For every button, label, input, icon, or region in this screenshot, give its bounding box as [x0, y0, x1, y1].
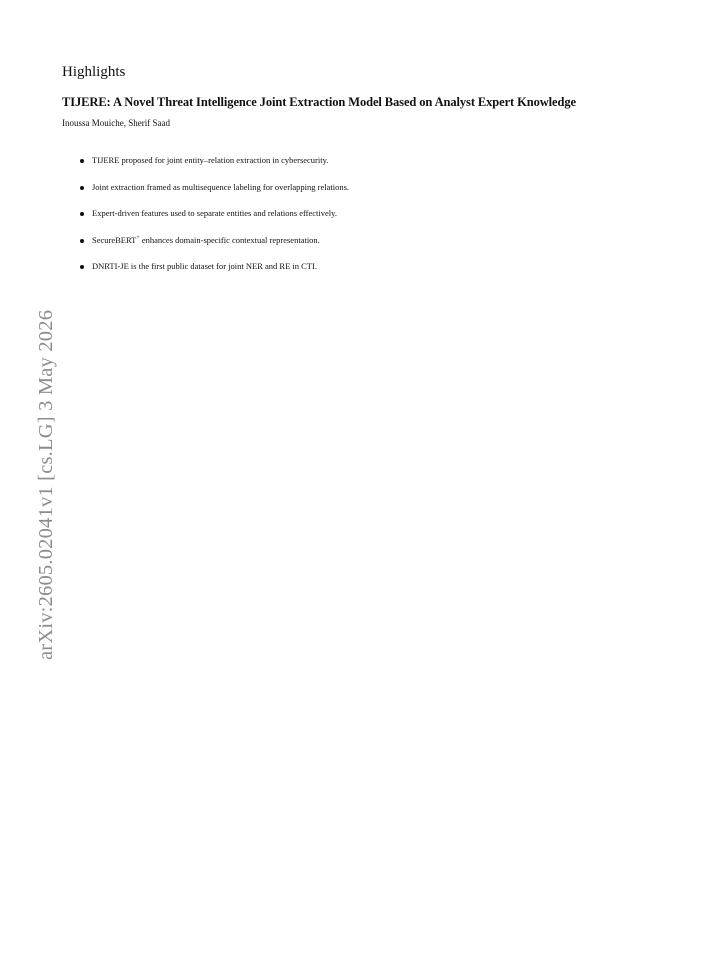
highlight-text: DNRTI-JE is the first public dataset for joint NER and RE in CTI. — [92, 261, 317, 271]
bullet-icon — [80, 212, 84, 216]
highlight-item — [78, 235, 349, 246]
superscript-plus: + — [136, 234, 140, 241]
highlight-item — [78, 208, 349, 219]
bullet-icon — [80, 159, 84, 163]
paper-title: TIJERE: A Novel Threat Intelligence Joint Extraction Model Based on Analyst Expert Knowledge — [62, 95, 576, 109]
highlight-item — [78, 261, 349, 272]
highlight-text-rest: enhances domain-specific contextual representation. — [139, 234, 320, 245]
section-label: Highlights — [62, 64, 126, 80]
bullet-icon — [80, 239, 84, 243]
highlights-list — [78, 155, 349, 288]
bullet-icon — [80, 265, 84, 269]
highlight-text: TIJERE proposed for joint entity–relation extraction in cybersecurity. — [92, 155, 329, 165]
arxiv-identifier-stamp: arXiv:2605.02041v1 [cs.LG] 3 May 2026 — [35, 309, 57, 660]
highlight-text: SecureBERT — [92, 234, 137, 245]
highlight-item — [78, 155, 349, 166]
highlight-item — [78, 182, 349, 193]
author-list: Inoussa Mouiche, Sherif Saad — [62, 118, 170, 128]
bullet-icon — [80, 186, 84, 190]
highlight-text: Expert-driven features used to separate entities and relations effectively. — [92, 208, 337, 218]
highlight-text: Joint extraction framed as multisequence labeling for overlapping relations. — [92, 181, 350, 192]
